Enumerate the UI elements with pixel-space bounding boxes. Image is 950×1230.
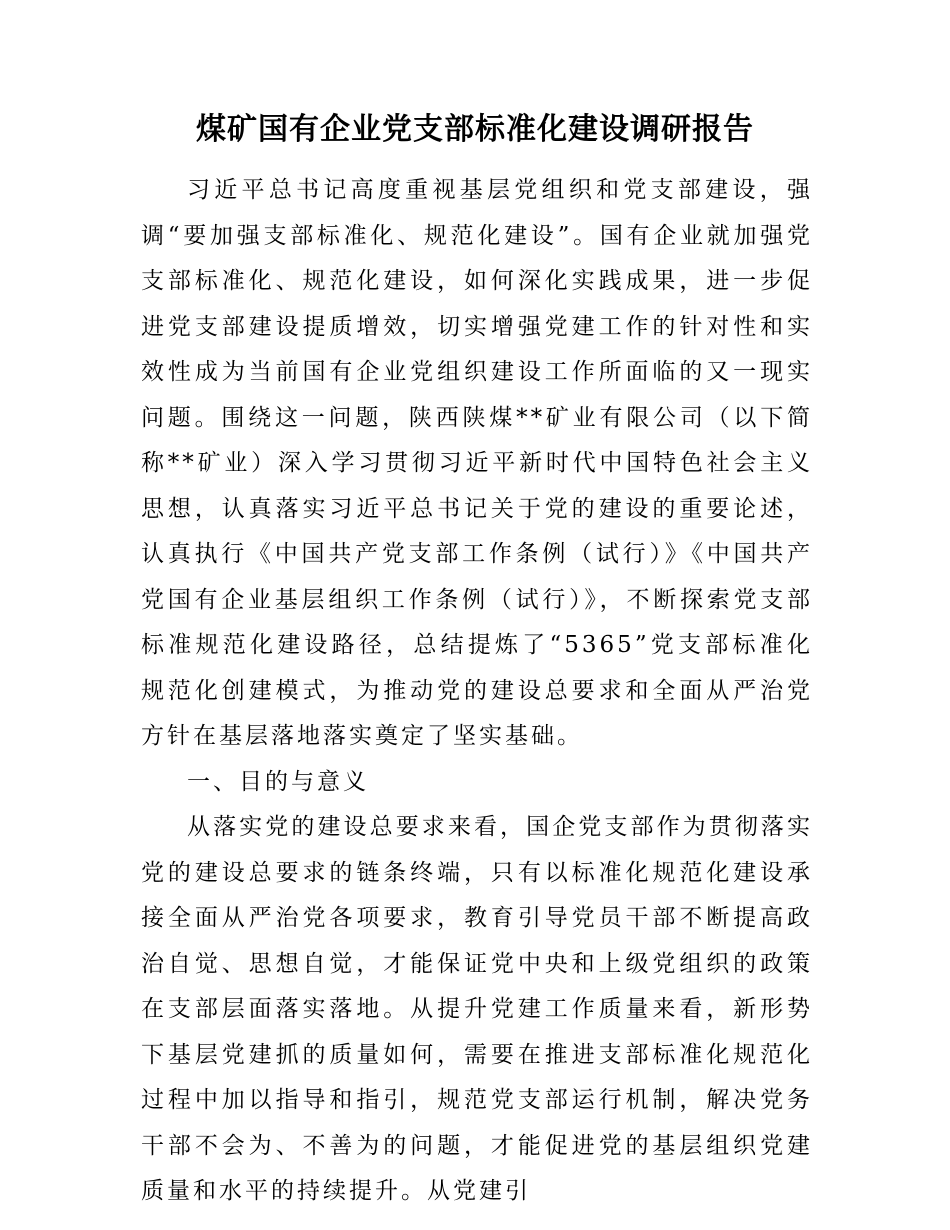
document-title: 煤矿国有企业党支部标准化建设调研报告: [196, 112, 754, 147]
section-heading-purpose: 一、目的与意义: [187, 768, 369, 795]
paragraph-purpose: 从落实党的建设总要求来看，国企党支部作为贯彻落实党的建设总要求的链条终端，只有以标准化规范化建设承接全面从严治党各项要求，教育引导党员干部不断提高政治自觉、思想自觉，才能保证党中央和上级党组织的政策在支部层面落实落地。从提升党建工作质量来看，新形势下基层党建抓的质量如何，需要在推进支部标准化规范化过程中加以指导和指引，规范党支部运行机制，解决党务干部不会为、不善为的问题，才能促进党的基层组织党建质量和水平的持续提升。从党建引: [141, 814, 813, 1204]
paragraph-intro: 习近平总书记高度重视基层党组织和党支部建设，强调“要加强支部标准化、规范化建设”。国有企业就加强党支部标准化、规范化建设，如何深化实践成果，进一步促进党支部建设提质增效，切实增强党建工作的针对性和实效性成为当前国有企业党组织建设工作所面临的又一现实问题。围绕这一问题，陕西陕煤**矿业有限公司（以下简称**矿业）深入学习贯彻习近平新时代中国特色社会主义思想，认真落实习近平总书记关于党的建设的重要论述，认真执行《中国共产党支部工作条例（试行）》《中国共产党国有企业基层组织工作条例（试行）》，不断探索党支部标准规范化建设路径，总结提炼了“5365”党支部标准化规范化创建模式，为推动党的建设总要求和全面从严治党方针在基层落地落实奠定了坚实基础。: [141, 177, 813, 749]
document-body: [141, 168, 813, 1215]
